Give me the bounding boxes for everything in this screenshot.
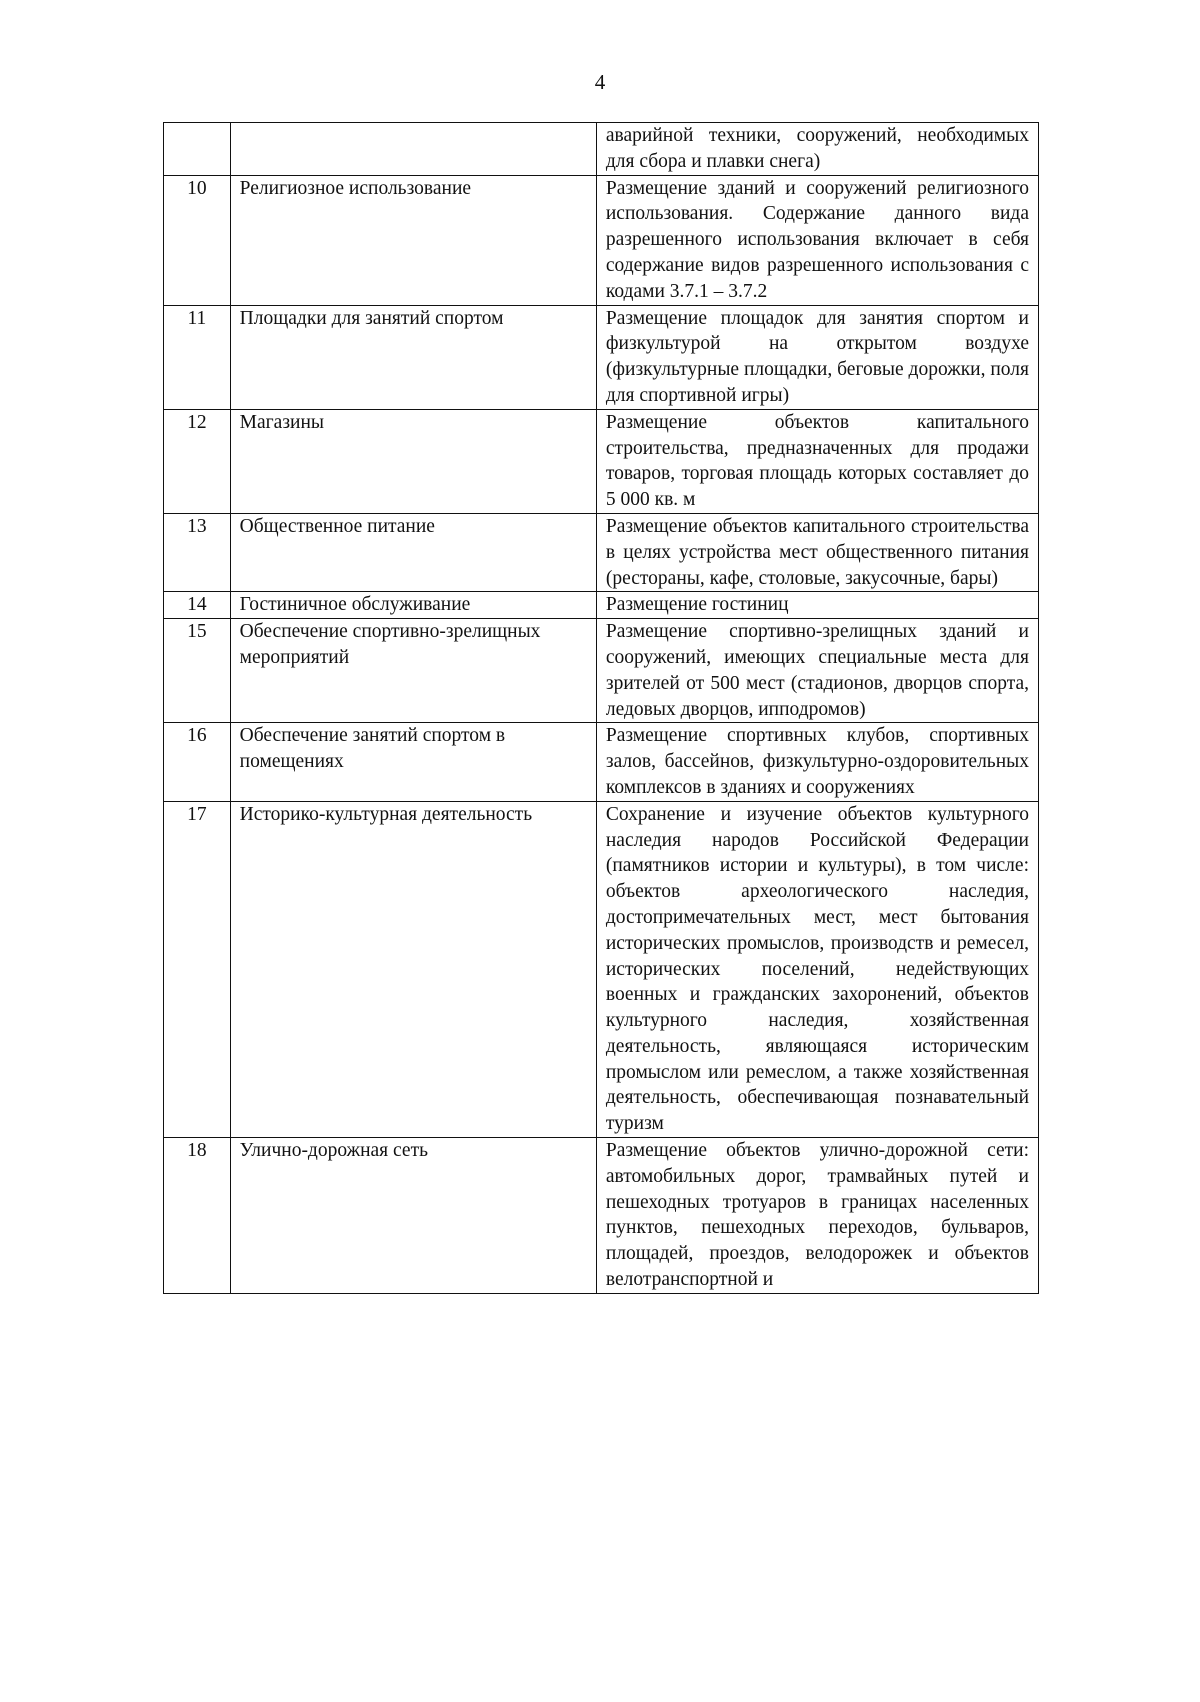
use-description-text: Размещение объектов капитального строительства в целях устройства мест общественного питания (рестораны, кафе, столовые, закусочные, бары) [605, 515, 1029, 589]
table-row [164, 801, 1039, 1137]
use-description-text: Размещение спортивных клубов, спортивных залов, бассейнов, физкультурно-оздоровительных комплексов в зданиях и сооружениях [605, 725, 1029, 798]
row-number-cell: 15 [164, 619, 231, 723]
use-description-cell [596, 1138, 1038, 1294]
use-name-cell: Религиозное использование [230, 175, 596, 305]
use-name-cell: Историко-культурная деятельность [230, 801, 596, 1137]
row-number-cell [164, 123, 231, 176]
row-number-cell: 11 [164, 305, 231, 409]
use-description-cell [596, 305, 1038, 409]
use-description-text: Размещение зданий и сооружений религиозного использования. Содержание данного вида разрешенного использования включает в себя содержание видов разрешенного использования с кодами 3.7.1 – 3.7.2 [605, 177, 1029, 302]
table-row [164, 123, 1039, 176]
use-description-cell [596, 723, 1038, 801]
use-description-cell [596, 513, 1038, 591]
page-number: 4 [594, 70, 606, 94]
use-description-text: аварийной техники, сооружений, необходимых для сбора и плавки снега) [605, 125, 1029, 172]
row-number-cell: 18 [164, 1138, 231, 1294]
table-row [164, 305, 1039, 409]
use-description-cell [596, 123, 1038, 176]
use-description-cell [596, 409, 1038, 513]
row-number-cell: 16 [164, 723, 231, 801]
row-number-cell: 13 [164, 513, 231, 591]
table-row [164, 175, 1039, 305]
use-description-text: Размещение объектов улично-дорожной сети: автомобильных дорог, трамвайных путей и пешеходных тротуаров в границах населенных пунктов, пешеходных переходов, бульваров, площадей, проездов, велодорожек и объектов велотранспортной и [605, 1140, 1029, 1291]
use-name-cell: Общественное питание [230, 513, 596, 591]
table-row [164, 723, 1039, 801]
use-description-cell [596, 619, 1038, 723]
land-use-table [163, 122, 1039, 1294]
use-name-cell: Обеспечение спортивно-зрелищных мероприятий [230, 619, 596, 723]
table-row [164, 409, 1039, 513]
use-description-text: Размещение гостиниц [605, 594, 789, 616]
table-row [164, 513, 1039, 591]
use-description-cell [596, 801, 1038, 1137]
use-name-cell: Магазины [230, 409, 596, 513]
table-row [164, 619, 1039, 723]
use-name-cell: Обеспечение занятий спортом в помещениях [230, 723, 596, 801]
use-name-cell: Гостиничное обслуживание [230, 592, 596, 619]
use-name-cell: Улично-дорожная сеть [230, 1138, 596, 1294]
use-description-text: Размещение объектов капитального строительства, предназначенных для продажи товаров, торговая площадь которых составляет до 5 000 кв. м [605, 411, 1029, 511]
use-description-text: Размещение площадок для занятия спортом и физкультурой на открытом воздухе (физкультурные площадки, беговые дорожки, поля для спортивной игры) [605, 307, 1029, 406]
use-description-text: Сохранение и изучение объектов культурного наследия народов Российской Федерации (памятников истории и культуры), в том числе: объектов археологического наследия, достопримечательных мест, мест бытования исторических промыслов, производств и ремесел, исторических поселений, недействующих военных и гражданских захоронений, объектов культурного наследия, хозяйственная деятельность, являющаяся историческим промыслом или ремеслом, а также хозяйственная деятельность, обеспечивающая познавательный туризм [605, 803, 1029, 1135]
use-description-cell [596, 175, 1038, 305]
row-number-cell: 12 [164, 409, 231, 513]
table-row [164, 592, 1039, 619]
row-number-cell: 10 [164, 175, 231, 305]
use-description-text: Размещение спортивно-зрелищных зданий и сооружений, имеющих специальные места для зрителей от 500 мест (стадионов, дворцов спорта, ледовых дворцов, ипподромов) [605, 621, 1029, 720]
use-name-cell [230, 123, 596, 176]
use-description-cell [596, 592, 1038, 619]
table-row [164, 1138, 1039, 1294]
use-name-cell: Площадки для занятий спортом [230, 305, 596, 409]
row-number-cell: 14 [164, 592, 231, 619]
row-number-cell: 17 [164, 801, 231, 1137]
